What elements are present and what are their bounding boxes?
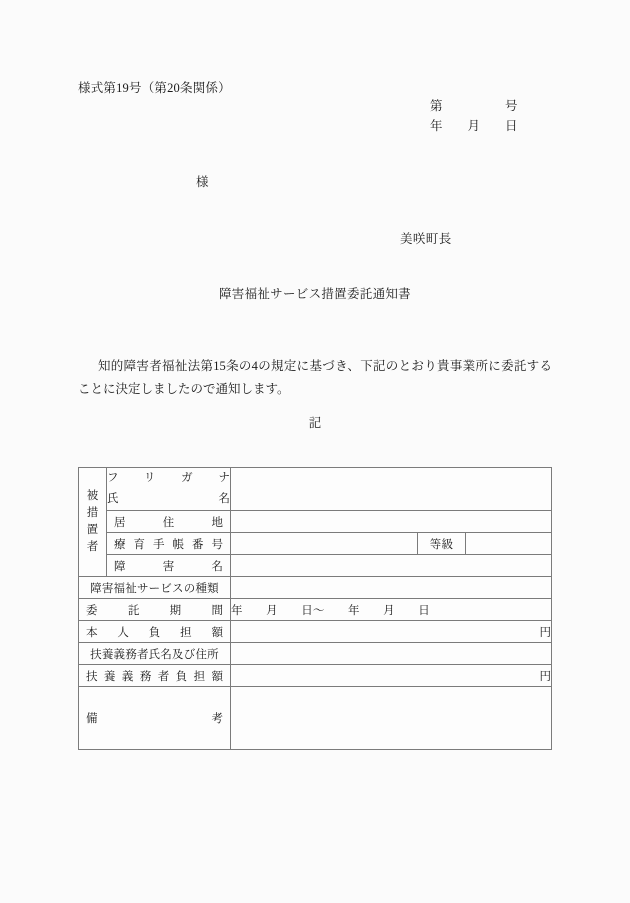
table-row <box>79 511 552 533</box>
disability-name-value-cell[interactable] <box>231 555 552 577</box>
table-row <box>79 599 552 621</box>
table-row <box>79 533 552 555</box>
table-row <box>79 621 552 643</box>
table-row <box>79 555 552 577</box>
issuer-name: 美咲町長 <box>400 232 452 246</box>
name-label-cell <box>107 468 231 511</box>
remarks-value-cell[interactable] <box>231 687 552 750</box>
self-burden-label: 本人負担額 <box>79 621 231 643</box>
addressee-honorific: 様 <box>196 175 209 189</box>
document-date-line: 年 月 日 <box>430 119 518 133</box>
supporter-burden-value-cell[interactable]: 円 <box>231 665 552 687</box>
handbook-number-value-cell[interactable] <box>231 533 418 555</box>
subject-group-char-3: 置 <box>86 524 99 536</box>
period-label: 委託期間 <box>79 599 231 621</box>
handbook-number-label: 療育手帳番号 <box>107 533 231 555</box>
ki-mark: 記 <box>308 416 322 430</box>
name-value-cell[interactable] <box>231 468 552 511</box>
body-paragraph: 知的障害者福祉法第15条の4の規定に基づき、下記のとおり貴事業所に委託することに決定しましたので通知します。 <box>78 359 552 396</box>
document-title: 障害福祉サービス措置委託通知書 <box>218 287 411 301</box>
service-type-value-cell[interactable] <box>231 577 552 599</box>
document-meta-block <box>430 96 518 136</box>
self-burden-value-cell[interactable]: 円 <box>231 621 552 643</box>
remarks-label: 備考 <box>79 687 231 750</box>
disability-name-label: 障害名 <box>107 555 231 577</box>
period-value-cell[interactable]: 年 月 日〜 年 月 日 <box>231 599 552 621</box>
table-row <box>79 687 552 750</box>
service-type-label: 障害福祉サービスの種類 <box>79 577 231 599</box>
supporter-name-address-label: 扶養義務者氏名及び住所 <box>79 643 231 665</box>
subject-group-label <box>79 468 107 577</box>
grade-value-cell[interactable] <box>465 533 551 555</box>
form-number: 様式第19号（第20条関係） <box>78 81 231 95</box>
table-row <box>79 665 552 687</box>
subject-group-char-4: 者 <box>86 541 99 553</box>
residence-label: 居住地 <box>107 511 231 533</box>
measure-details-table <box>78 467 552 750</box>
subject-group-char-1: 被 <box>86 490 99 502</box>
furigana-label: フリガナ <box>107 472 230 484</box>
subject-group-char-2: 措 <box>86 507 99 519</box>
table-row <box>79 643 552 665</box>
residence-value-cell[interactable] <box>231 511 552 533</box>
grade-label: 等級 <box>417 533 465 555</box>
document-number-line: 第 号 <box>430 99 518 113</box>
table-row <box>79 577 552 599</box>
name-label: 氏名 <box>107 493 230 505</box>
supporter-burden-label: 扶養義務者負担額 <box>79 665 231 687</box>
table-row <box>79 468 552 511</box>
supporter-name-address-value-cell[interactable] <box>231 643 552 665</box>
